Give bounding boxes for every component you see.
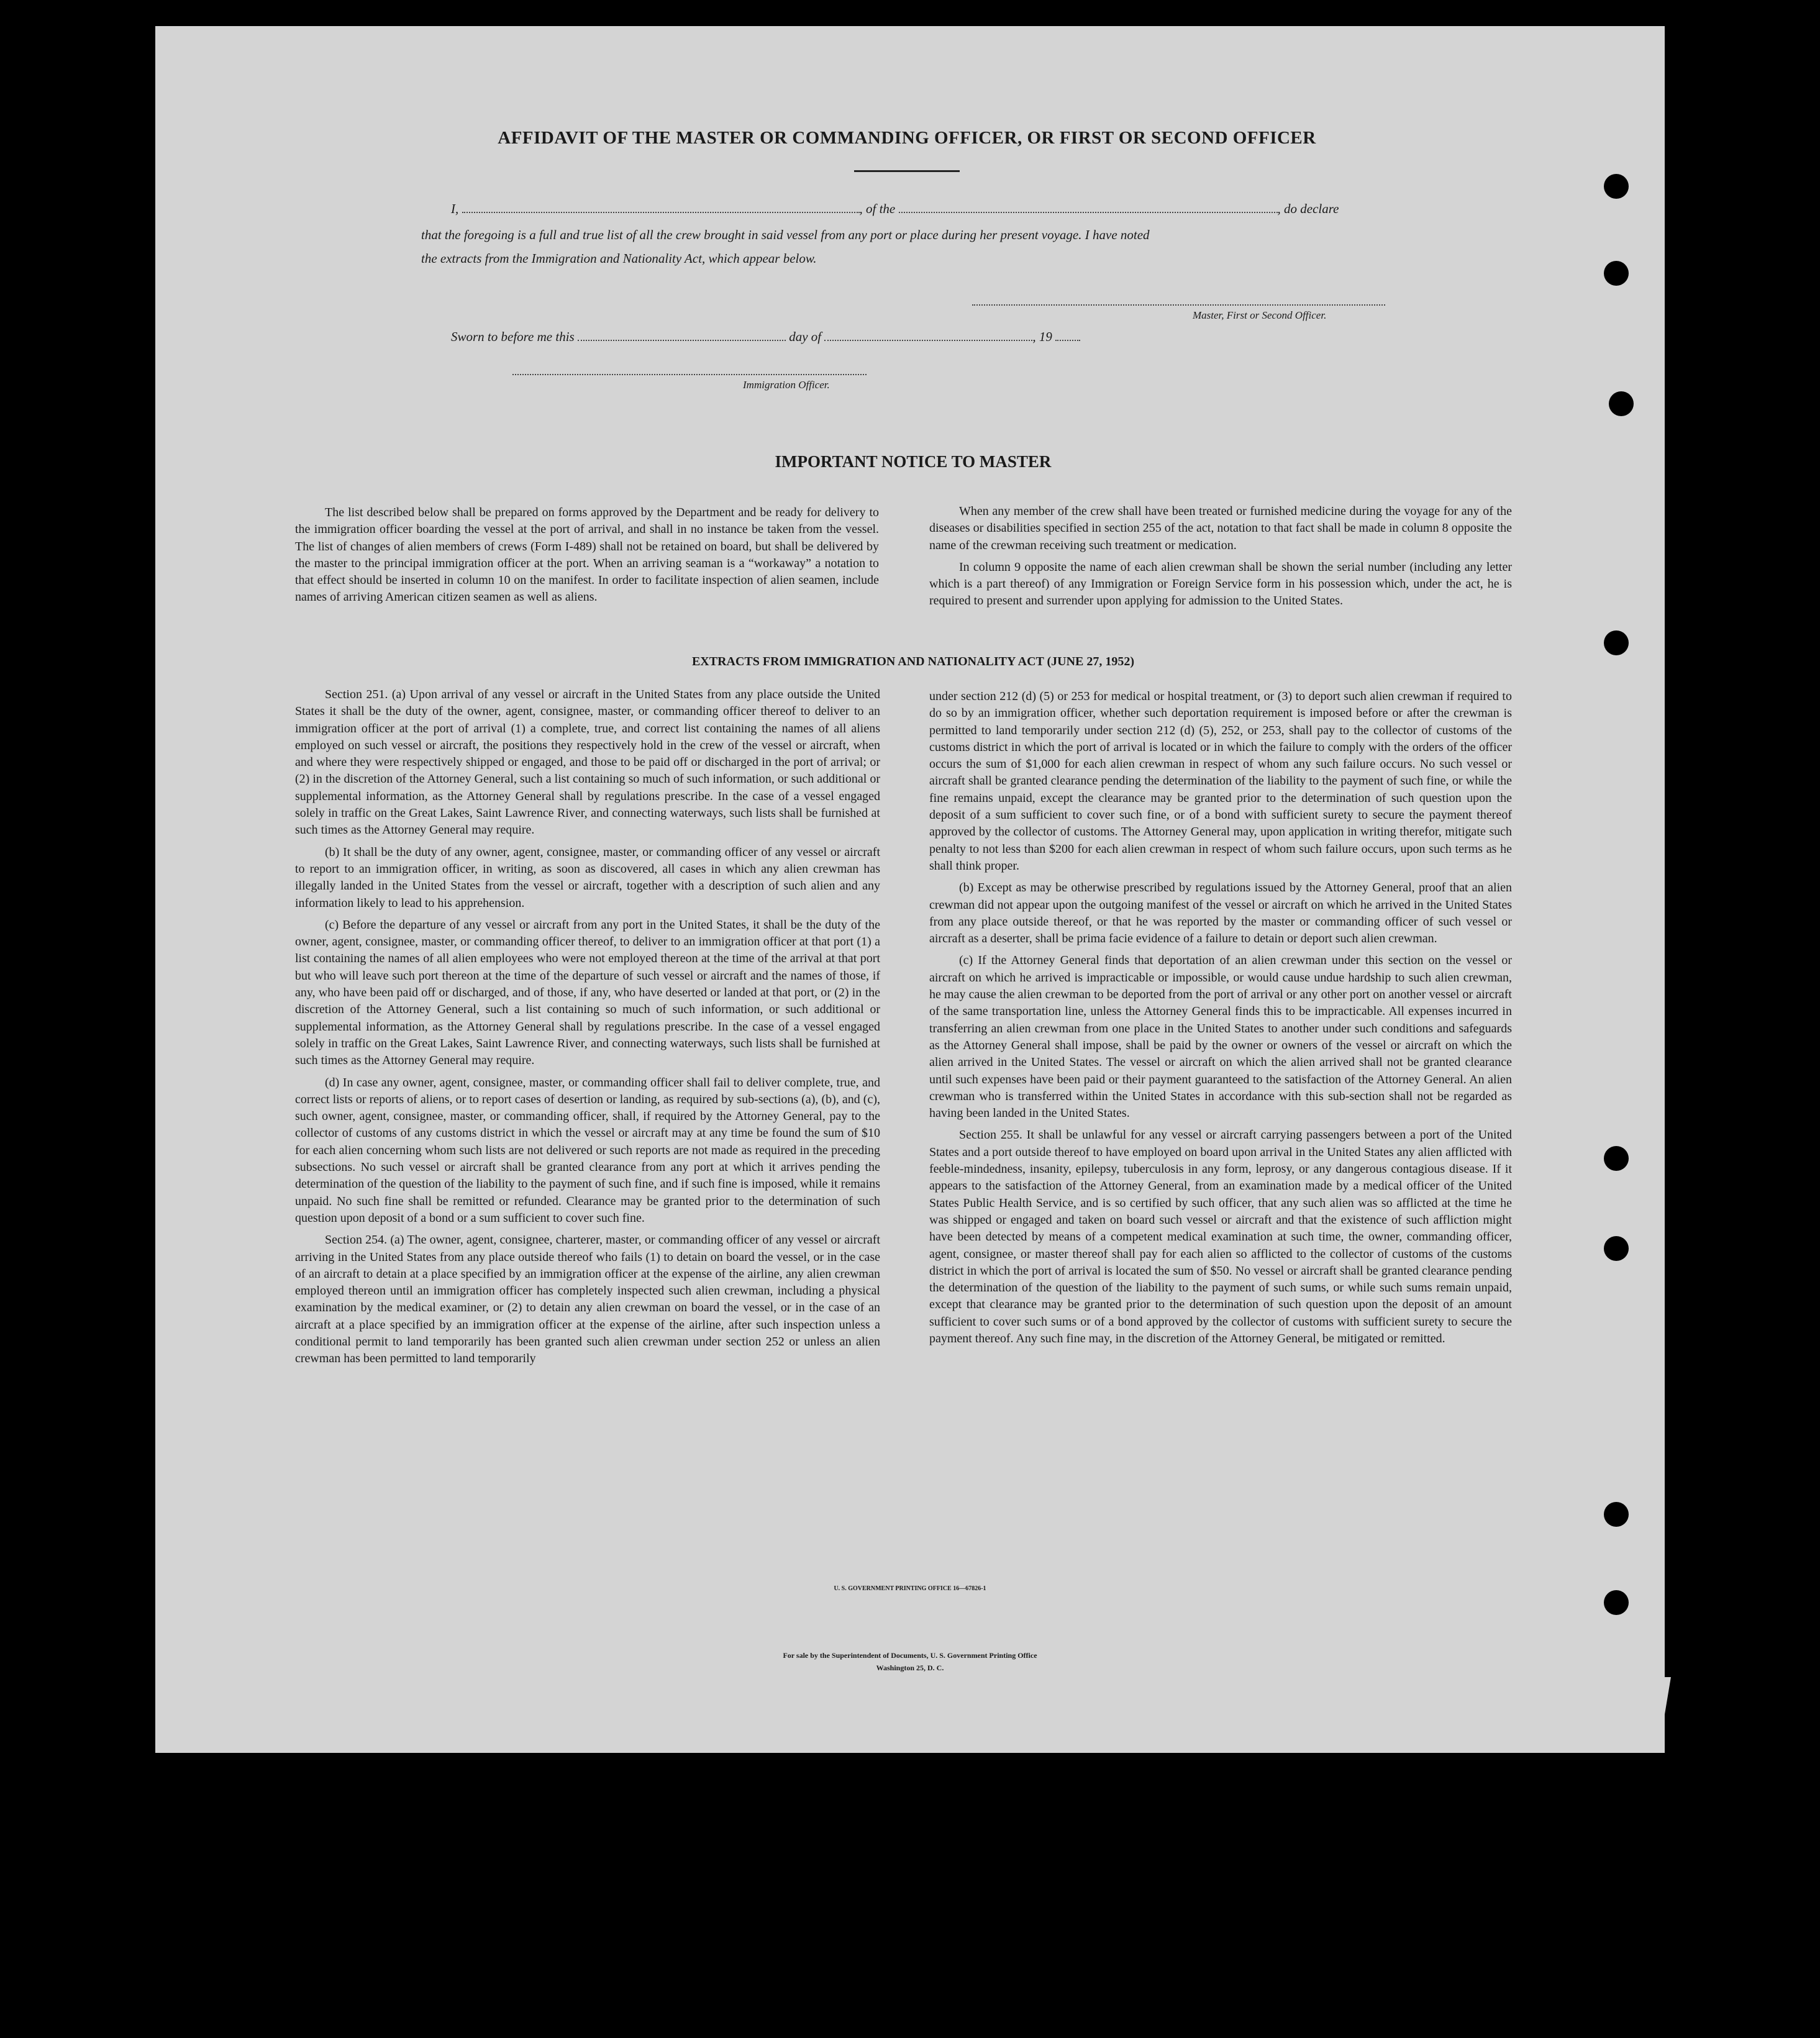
of-the-label: , of the xyxy=(859,201,896,216)
master-signature-label: Master, First or Second Officer. xyxy=(1193,309,1327,321)
do-declare-label: , do declare xyxy=(1277,201,1339,216)
punch-hole xyxy=(1604,174,1629,199)
master-signature-line[interactable] xyxy=(972,304,1385,306)
notice-left-column xyxy=(295,504,879,611)
punch-hole xyxy=(1604,1502,1629,1527)
officer-signature-line[interactable] xyxy=(512,374,867,375)
affidavit-title: AFFIDAVIT OF THE MASTER OR COMMANDING OFFICER, OR FIRST OR SECOND OFFICER xyxy=(498,128,1316,148)
punch-hole xyxy=(1604,1146,1629,1171)
printer-imprint: U. S. GOVERNMENT PRINTING OFFICE 16—67826-1 xyxy=(834,1585,986,1592)
punch-hole xyxy=(1604,261,1629,286)
sworn-year-blank[interactable] xyxy=(1055,340,1080,341)
section-251c: (c) Before the departure of any vessel or aircraft from any port in the United States, it shall be the duty of the owner, agent, consignee, master, or commanding officer thereof, to deliver to an immigration officer at that port (1) a list containing the names of all alien employees who were not employed thereon at the time of the arrival at that port but who will leave such port thereon at the time of the departure of such vessel or aircraft and the names of those, if any, who have been paid off or discharged, and of those, if any, who have deserted or landed at that port, or (2) in the discretion of the Attorney General, such a list containing so much of such information, or such additional or supplemental information, as the Attorney General shall by regulations prescribe. In the case of a vessel engaged solely in traffic on the Great Lakes, Saint Lawrence River, and connecting waterways, such lists shall be furnished at such times as the Attorney General may require. xyxy=(295,917,880,1068)
sworn-month-blank[interactable] xyxy=(824,340,1032,341)
sworn-label: Sworn to before me this xyxy=(451,329,575,344)
sworn-day-blank[interactable] xyxy=(578,340,786,341)
extracts-right-column xyxy=(929,688,1512,1352)
statement-line-2: the extracts from the Immigration and Nationality Act, which appear below. xyxy=(421,251,817,266)
name-blank[interactable] xyxy=(462,212,860,213)
section-254a-continued: under section 212 (d) (5) or 253 for medical or hospital treatment, or (3) to deport such alien crewman if required to do so by an immigration officer, whether such deportation requirement is imposed before or after the crewman is permitted to land temporarily under section 212 (d) (5), 252, or 253, shall pay to the collector of customs of the customs district in which the port of arrival is located or in which the failure to comply with the orders of the officer occurs the sum of $1,000 for each alien crewman in respect of whom any such failure occurs. No such vessel or aircraft shall be granted clearance pending the determination of the liability to the payment of such fine, or while the fine remains unpaid, except the clearance may be granted prior to the determination of such question upon the deposit of a sum sufficient to cover such fine, or of a bond with sufficient surety to secure the payment thereof approved by the collector of customs. The Attorney General may, upon application in writing therefor, mitigate such penalty to not less than $200 for each alien crewman in respect of whom such failure occurs, upon such terms as he shall think proper. xyxy=(929,689,1512,873)
extracts-title: EXTRACTS FROM IMMIGRATION AND NATIONALITY ACT (JUNE 27, 1952) xyxy=(691,655,1135,668)
sale-notice-line-2: Washington 25, D. C. xyxy=(876,1663,944,1672)
day-of-label: day of xyxy=(789,329,822,344)
page-fold xyxy=(1658,1677,1671,1752)
punch-hole xyxy=(1609,391,1634,416)
year-label: , 19 xyxy=(1032,329,1052,344)
punch-hole xyxy=(1604,1590,1629,1615)
section-254c: (c) If the Attorney General finds that deportation of an alien crewman under this section on the vessel or aircraft on which he arrived is impracticable or impossible, or would cause undue hardship to such alien crewman, he may cause the alien crewman to be deported from the port of arrival or any other port on another vessel or aircraft of the same transportation line, unless the Attorney General finds this to be impracticable. All expenses incurred in transferring an alien crewman from one place in the United States to another under such conditions and safeguards as the Attorney General shall impose, shall be paid by the owner or owners of the vessel or aircraft on which the alien arrived in the United States. The vessel or aircraft on which the alien arrived shall not be granted clearance until such expenses have been paid or their payment guaranteed to the satisfaction of the Attorney General. An alien crewman who is transferred within the United States in accordance with this sub-section shall not be regarded as having been landed in the United States. xyxy=(929,953,1512,1121)
notice-right-paragraph-1: When any member of the crew shall have been treated or furnished medicine during the voyage for any of the diseases or disabilities specified in section 255 of the act, notation to that fact shall be made in column 8 opposite the name of the crewman receiving such treatment or medication. xyxy=(929,504,1512,552)
statement-line-1: that the foregoing is a full and true list of all the crew brought in said vessel from any port or place during her present voyage. I have noted xyxy=(421,227,1150,242)
section-255: Section 255. It shall be unlawful for any vessel or aircraft carrying passengers between a port of the United States and a port outside thereof to have employed on board upon arrival in the United States any alien afflicted with feeble-mindedness, insanity, epilepsy, tuberculosis in any form, leprosy, or any dangerous contagious disease. If it appears to the satisfaction of the Attorney General, from an examination made by a medical officer of the United States Public Health Service, and is so certified by such officer, that any such alien was so afflicted at the time he was shipped or engaged and taken on board such vessel or aircraft and that the existence of such affliction might have been detected by means of a competent medical examination at such time, the owner, commanding officer, agent, consignee, or master thereof shall pay for each alien so afflicted to the collector of customs of the customs district in which the port of arrival is located the sum of $50. No vessel or aircraft shall be granted clearance pending the determination of the question of the liability to the payment of such sums, or while such sums remain unpaid, except that clearance may be granted prior to the determination of such question upon the deposit of an amount sufficient to cover such sums or of a bond approved by the collector of customs with sufficient surety to secure the payment thereof. Any such fine may, in the discretion of the Attorney General, be mitigated or remitted. xyxy=(929,1128,1512,1345)
notice-title: IMPORTANT NOTICE TO MASTER xyxy=(775,452,1052,471)
title-rule xyxy=(854,170,960,172)
section-251b: (b) It shall be the duty of any owner, agent, consignee, master, or commanding officer of any vessel or aircraft to report to an immigration officer, in writing, as soon as discovered, all cases in which any alien crewman has illegally landed in the United States from the vessel or aircraft, together with a description of such alien and any information likely to lead to his apprehension. xyxy=(295,845,880,910)
declaration-line xyxy=(451,201,1386,217)
extracts-left-column xyxy=(295,686,880,1373)
punch-hole xyxy=(1604,630,1629,655)
notice-right-paragraph-2: In column 9 opposite the name of each alien crewman shall be shown the serial number (including any letter which is a part thereof) of any Immigration or Foreign Service form in his possession which, under the act, he is required to present and surrender upon applying for admission to the United States. xyxy=(929,560,1512,608)
section-251d: (d) In case any owner, agent, consignee, master, or commanding officer shall fail to deliver complete, true, and correct lists or reports of aliens, or to report cases of desertion or landing, as required by sub-sections (a), (b), and (c), such owner, agent, consignee, master, or commanding officer, shall, if required by the Attorney General, pay to the collector of customs of any customs district in which the vessel or aircraft may at any time be found the sum of $10 for each alien concerning whom such lists are not delivered or such reports are not made as required in the preceding subsections. No such vessel or aircraft shall be granted clearance from any port at which it arrives pending the determination of the question of the liability to the payment of such fine, and if such fine is imposed, while it remains unpaid. No such fine shall be remitted or refunded. Clearance may be granted prior to the determination of such question upon deposit of a bond or a sum sufficient to cover such fine. xyxy=(295,1075,880,1225)
section-254a: Section 254. (a) The owner, agent, consignee, charterer, master, or commanding officer of any vessel or aircraft arriving in the United States from any place outside thereof who fails (1) to detain on board the vessel, or in the case of an aircraft to detain at a place specified by an immigration officer at the expense of the airline, any alien crewman employed thereon until an immigration officer has completely inspected such alien crewman, including a physical examination by the medical examiner, or (2) to detain any alien crewman on board the vessel, or in the case of an aircraft at a place specified by an immigration officer at the expense of the airline, after such inspection unless a conditional permit to land temporarily has been granted such alien crewman under section 252 or unless an alien crewman has been permitted to land temporarily xyxy=(295,1233,880,1366)
section-251a: Section 251. (a) Upon arrival of any vessel or aircraft in the United States from any place outside the United States it shall be the duty of the owner, agent, consignee, master, or commanding officer thereof to deliver to an immigration officer at the port of arrival (1) a complete, true, and correct list containing the names of all aliens employed on such vessel or aircraft, the positions they respectively hold in the crew of the vessel or aircraft, when and where they were respectively shipped or engaged, and those to be paid off or discharged in the port of arrival; or (2) in the discretion of the Attorney General, such a list containing so much of such information, or such additional or supplemental information, as the Attorney General shall by regulations prescribe. In the case of a vessel engaged solely in traffic on the Great Lakes, Saint Lawrence River, and connecting waterways, such lists shall be furnished at such times as the Attorney General may require. xyxy=(295,688,880,837)
sworn-line xyxy=(451,329,1196,345)
vessel-blank[interactable] xyxy=(899,212,1278,213)
notice-right-column xyxy=(929,503,1512,615)
sale-notice-line-1: For sale by the Superintendent of Documents, U. S. Government Printing Office xyxy=(783,1651,1037,1660)
notice-left-paragraph: The list described below shall be prepared on forms approved by the Department and be ready for delivery to the immigration officer boarding the vessel at the port of arrival, and shall in no instance be taken from the vessel. The list of changes of alien members of crews (Form I-489) shall not be retained on board, but shall be delivered by the master to the principal immigration officer at the port. When an arriving seaman is a “workaway” a notation to that effect should be inserted in column 10 on the manifest. In order to facilitate inspection of alien seamen, include names of arriving American citizen seamen as well as aliens. xyxy=(295,506,879,604)
section-254b: (b) Except as may be otherwise prescribed by regulations issued by the Attorney General, proof that an alien crewman did not appear upon the outgoing manifest of the vessel or aircraft on which he arrived in the United States from any place outside thereof, or that he was reported by the master or commanding officer of such vessel or aircraft as a deserter, shall be prima facie evidence of a failure to detain or deport such alien crewman. xyxy=(929,881,1512,946)
officer-signature-label: Immigration Officer. xyxy=(743,379,830,391)
punch-hole xyxy=(1604,1236,1629,1261)
i-label: I, xyxy=(451,201,459,216)
